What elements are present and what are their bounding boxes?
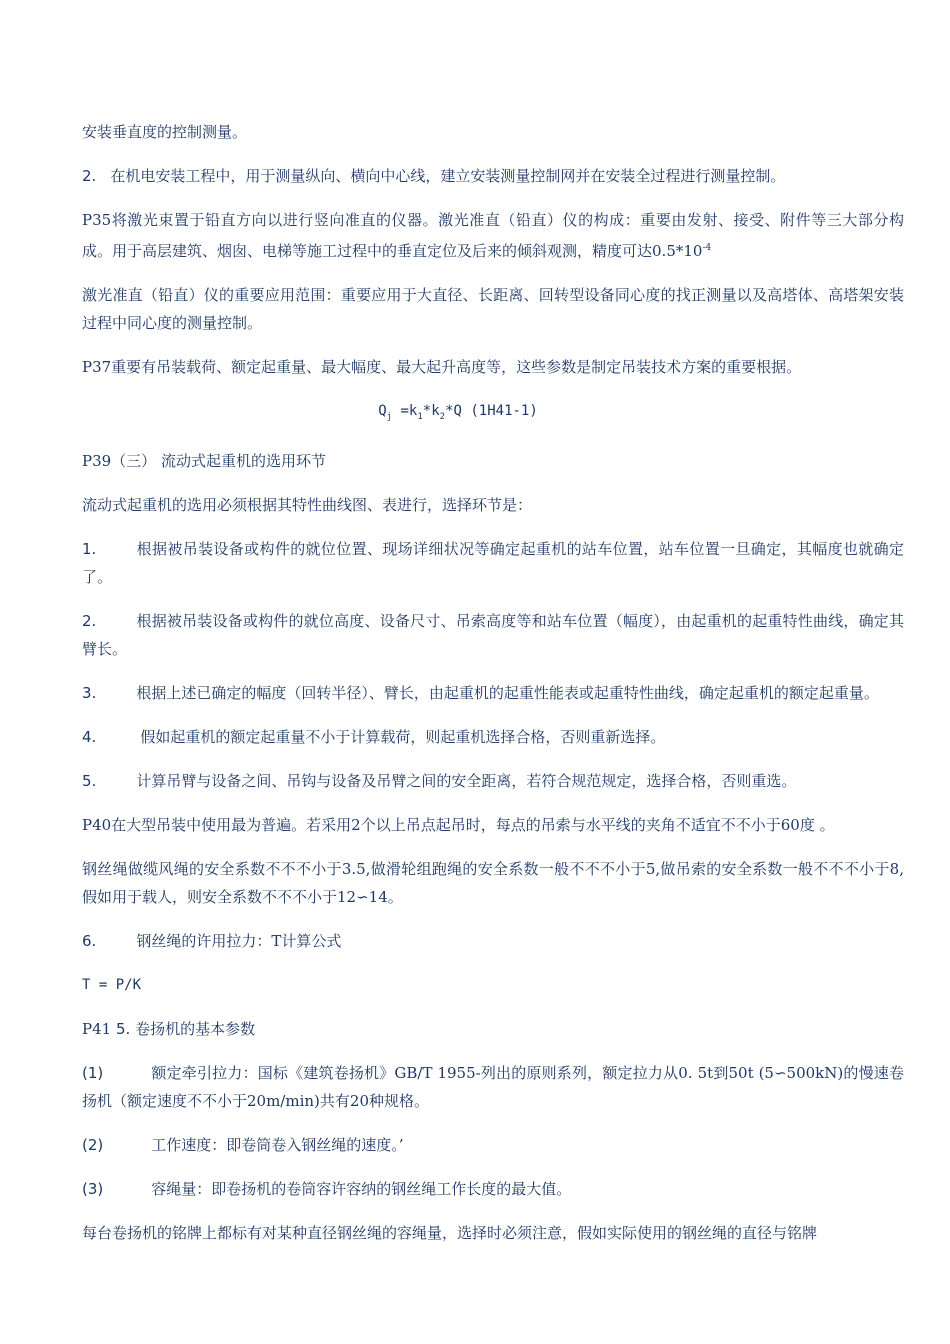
formula-text: T = P/K xyxy=(82,976,142,993)
formula-part: Q xyxy=(378,403,387,419)
list-number: (3) xyxy=(82,1179,104,1198)
paragraph-item-2-survey xyxy=(82,162,904,190)
paragraph-p40-slings xyxy=(82,811,904,839)
list-item-5 xyxy=(82,767,904,795)
list-item-text: 根据被吊装设备或构件的就位位置、现场详细状况等确定起重机的站车位置，站车位置一旦确定，其幅度也就确定了。 xyxy=(82,539,904,586)
paragraph-text: 在机电安装工程中，用于测量纵向、横向中心线，建立安装测量控制网并在安装全过程进行测量控制。 xyxy=(110,167,786,185)
heading-p39-crane-selection xyxy=(82,447,904,475)
list-item-text: 根据上述已确定的幅度（回转半径）、臂长，由起重机的起重性能表或起重特性曲线，确定起重机的额定起重量。 xyxy=(136,683,879,702)
formula-part: =k xyxy=(392,403,418,419)
list-item-6 xyxy=(82,927,904,955)
subscript: 2 xyxy=(439,411,446,422)
paragraph-verticality xyxy=(82,118,904,146)
list-item-text: 额定牵引拉力：国标《建筑卷扬机》GB/T 1955-列出的原则系列，额定拉力从0. 5t到50t (5∽500kN)的慢速卷扬机（额定速度不不小于20m/min)共有20种规格。 xyxy=(82,1063,904,1110)
list-item-text: 根据被吊装设备或构件的就位高度、设备尺寸、吊索高度等和站车位置（幅度），由起重机的起重特性曲线，确定其臂长。 xyxy=(82,611,904,658)
list-number: 2. xyxy=(82,167,97,185)
list-item-par-1 xyxy=(82,1059,904,1115)
list-number: 3. xyxy=(82,683,97,702)
list-item-2 xyxy=(82,607,904,663)
formula-part: *Q (1H41-1) xyxy=(445,403,538,419)
superscript: -4 xyxy=(702,243,712,253)
paragraph-winch-nameplate xyxy=(82,1219,904,1247)
paragraph-text: P41 xyxy=(82,1019,112,1038)
subscript: j xyxy=(386,411,393,422)
list-item-3 xyxy=(82,679,904,707)
paragraph-text: 激光准直（铅直）仪的重要应用范围：重要应用于大直径、长距离、回转型设备同心度的找正测量以及高塔体、高塔架安装过程中同心度的测量控制。 xyxy=(82,286,904,332)
list-number: 6. xyxy=(82,931,97,950)
paragraph-text: P40在大型吊装中使用最为普遍。若采用2个以上吊点起吊时，每点的吊索与水平线的夹角不适宜不不小于60度 。 xyxy=(82,815,835,834)
list-item-text: 计算吊臂与设备之间、吊钩与设备及吊臂之间的安全距离，若符合规范规定，选择合格，否则重选。 xyxy=(136,771,797,790)
list-item-par-2 xyxy=(82,1131,904,1159)
paragraph-safety-factor xyxy=(82,855,904,911)
list-number: 5. xyxy=(115,1019,131,1038)
heading-p41-winch xyxy=(82,1015,904,1043)
paragraph-p37-parameters xyxy=(82,353,904,381)
list-item-1 xyxy=(82,535,904,591)
paragraph-text: P35将激光束置于铅直方向以进行竖向准直的仪器。激光准直（铅直）仪的构成：重要由发射、接受、附件等三大部分构成。用于高层建筑、烟囱、电梯等施工过程中的垂直定位及后来的倾斜观测，精度可达0.5*10 xyxy=(82,211,904,260)
subscript: 1 xyxy=(417,411,423,422)
list-number: 5. xyxy=(82,771,97,790)
list-item-4 xyxy=(82,723,904,751)
paragraph-text: 钢丝绳做缆风绳的安全系数不不不小于3.5,做滑轮组跑绳的安全系数一般不不不小于5,做吊索的安全系数一般不不不小于8,假如用于载人，则安全系数不不不小于12∽14。 xyxy=(82,859,904,906)
paragraph-text: 每台卷扬机的铭牌上都标有对某种直径钢丝绳的容绳量，选择时必须注意，假如实际使用的钢丝绳的直径与铭牌 xyxy=(82,1223,818,1242)
document-page xyxy=(82,118,904,1263)
list-item-text: 钢丝绳的许用拉力：T计算公式 xyxy=(136,931,342,950)
paragraph-text: P37重要有吊装载荷、额定起重量、最大幅度、最大起升高度等，这些参数是制定吊装技术方案的重要根据。 xyxy=(82,358,802,376)
list-item-text: 工作速度：即卷筒卷入钢丝绳的速度。’ xyxy=(151,1135,404,1154)
list-number: (2) xyxy=(82,1135,104,1154)
list-number: 4. xyxy=(82,727,97,746)
formula-part: *k xyxy=(422,403,440,419)
paragraph-text: P39（三） 流动式起重机的选用环节 xyxy=(82,451,326,470)
list-number: (1) xyxy=(82,1063,104,1082)
paragraph-laser-application xyxy=(82,281,904,337)
paragraph-text: 安装垂直度的控制测量。 xyxy=(82,123,248,141)
formula-allowable-tension xyxy=(82,971,904,999)
list-item-text: 假如起重机的额定起重量不小于计算载荷，则起重机选择合格，否则重新选择。 xyxy=(140,727,666,746)
paragraph-text: 卷扬机的基本参数 xyxy=(135,1019,256,1038)
list-number: 1. xyxy=(82,539,97,558)
paragraph-text: 流动式起重机的选用必须根据其特性曲线图、表进行，选择环节是： xyxy=(82,495,533,514)
paragraph-crane-selection-intro xyxy=(82,491,904,519)
list-item-text: 容绳量：即卷扬机的卷筒容许容纳的钢丝绳工作长度的最大值。 xyxy=(151,1179,572,1198)
list-number: 2. xyxy=(82,611,97,630)
list-item-par-3 xyxy=(82,1175,904,1203)
paragraph-p35-laser xyxy=(82,206,904,265)
formula-calculated-load xyxy=(82,397,904,431)
